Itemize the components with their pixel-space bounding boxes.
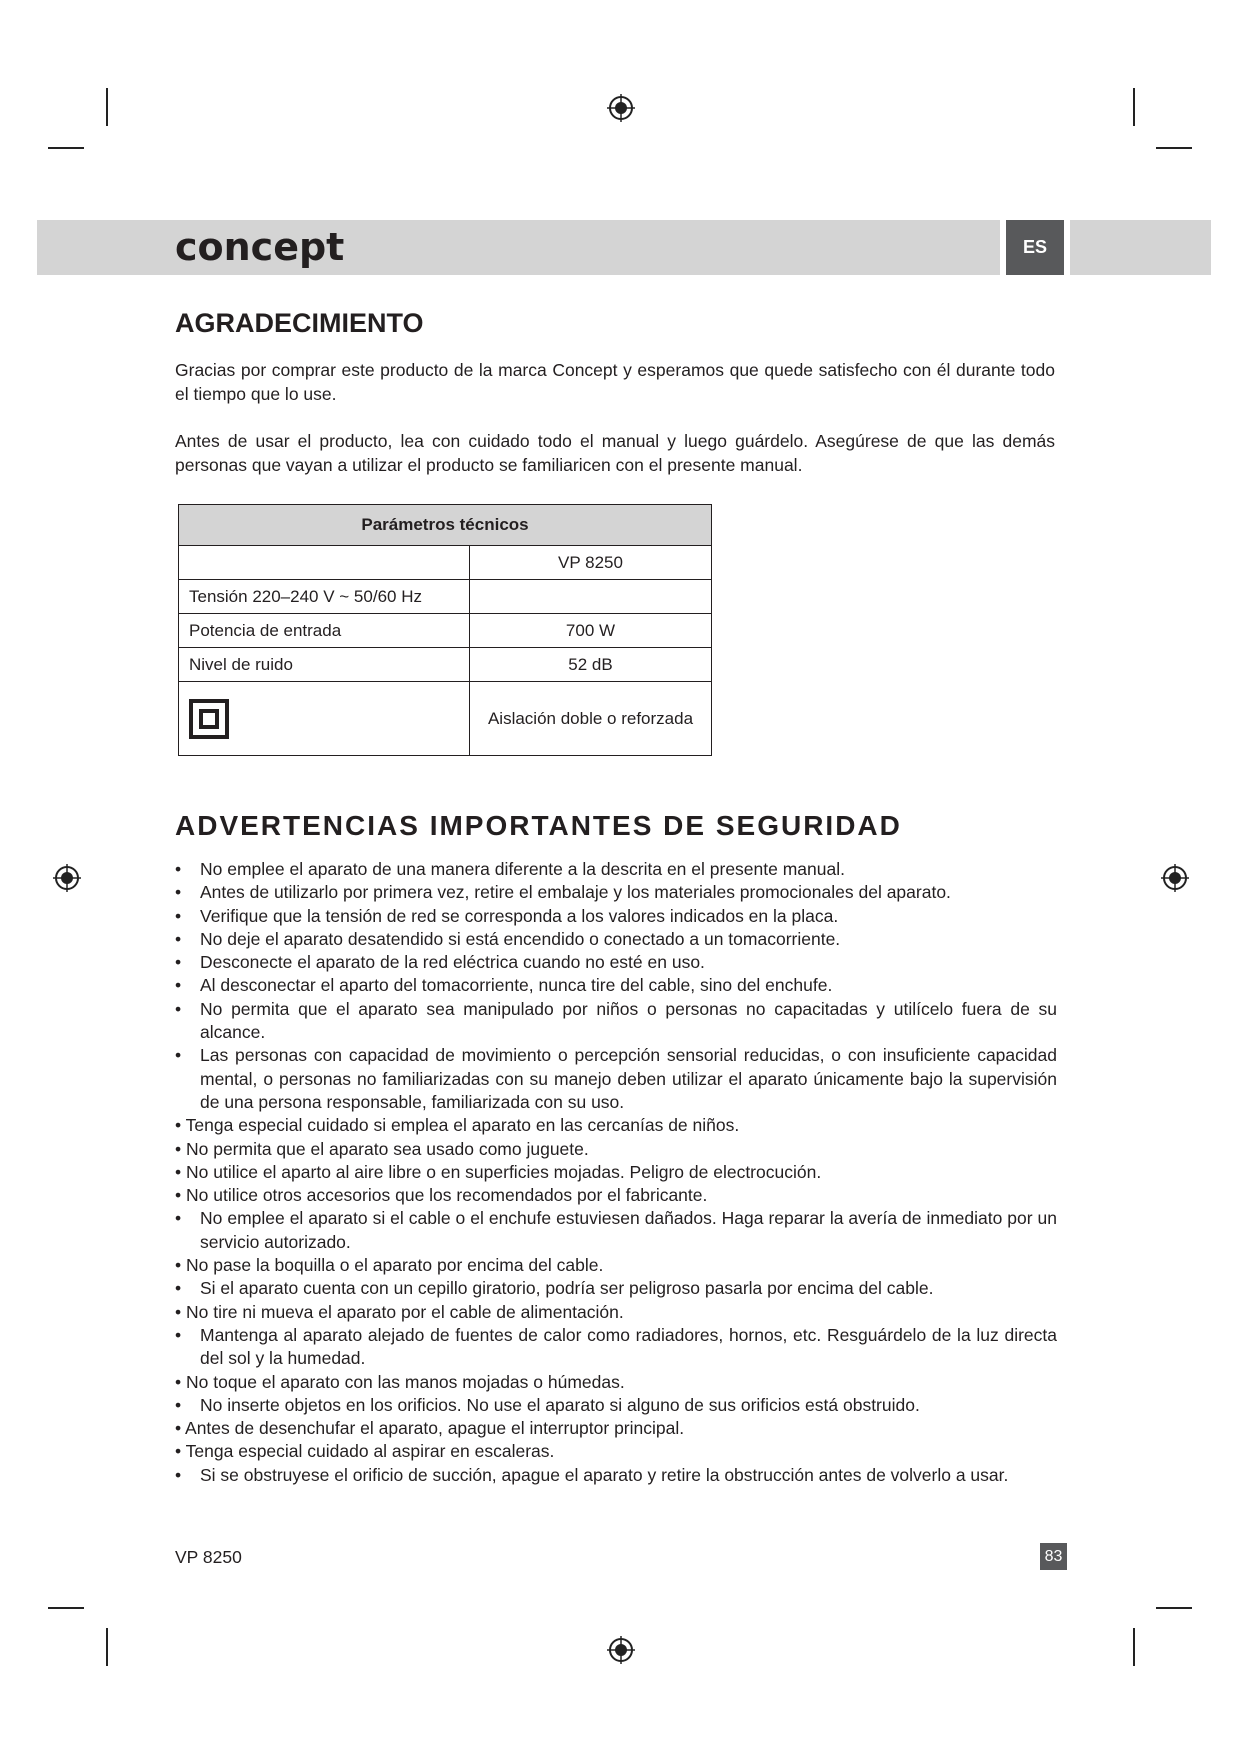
list-item: • No permita que el aparato sea manipulado por niños o personas no capacitadas y utilícelo fuera de su alcance. <box>175 998 1057 1045</box>
param-label: Nivel de ruido <box>179 648 470 682</box>
crop-mark <box>48 147 84 149</box>
param-value <box>470 580 712 614</box>
list-item: • No tire ni mueva el aparato por el cable de alimentación. <box>175 1301 624 1322</box>
list-item: • Si se obstruyese el orificio de succión, apague el aparato y retire la obstrucción antes de volverlo a usar. <box>175 1464 1057 1487</box>
list-item: • Antes de utilizarlo por primera vez, retire el embalaje y los materiales promocionales del aparato. <box>175 881 1057 904</box>
model-cell: VP 8250 <box>470 546 712 580</box>
list-item: • Las personas con capacidad de movimiento o percepción sensorial reducidas, o con insuficiente capacidad mental, o personas no familiarizadas con su manejo deben utilizar el aparato únicamente bajo la supervisión de una persona responsable, familiarizada con su uso. <box>175 1044 1057 1114</box>
list-item: • No deje el aparato desatendido si está encendido o conectado a un tomacorriente. <box>175 928 1057 951</box>
crop-mark <box>1156 147 1192 149</box>
crop-mark <box>48 1607 84 1609</box>
table-title: Parámetros técnicos <box>179 505 712 546</box>
list-item: • No permita que el aparato sea usado como juguete. <box>175 1138 589 1159</box>
list-item: • Verifique que la tensión de red se corresponda a los valores indicados en la placa. <box>175 905 1057 928</box>
crop-mark <box>1133 1628 1135 1666</box>
param-label: Potencia de entrada <box>179 614 470 648</box>
language-badge: ES <box>1006 220 1064 275</box>
section-title-thanks: AGRADECIMIENTO <box>175 308 424 338</box>
list-item: • Antes de desenchufar el aparato, apague el interruptor principal. <box>175 1418 685 1439</box>
crop-mark <box>1133 88 1135 126</box>
section-title-warnings: ADVERTENCIAS IMPORTANTES DE SEGURIDAD <box>175 810 902 841</box>
crop-mark <box>106 1628 108 1666</box>
list-item: • Tenga especial cuidado al aspirar en escaleras. <box>175 1441 555 1462</box>
list-item: • No toque el aparato con las manos mojadas o húmedas. <box>175 1371 625 1392</box>
double-insulation-icon <box>189 699 229 739</box>
list-item: • No utilice el aparto al aire libre o en superficies mojadas. Peligro de electrocución. <box>175 1161 822 1182</box>
registration-mark-icon <box>51 862 83 894</box>
list-item: • Tenga especial cuidado si emplea el aparato en las cercanías de niños. <box>175 1115 740 1136</box>
table-row <box>179 648 712 682</box>
crop-mark <box>1156 1607 1192 1609</box>
crop-mark <box>106 88 108 126</box>
brand-logo: concept <box>175 225 345 269</box>
list-item: • Desconecte el aparato de la red eléctrica cuando no esté en uso. <box>175 951 1057 974</box>
registration-mark-icon <box>605 92 637 124</box>
list-item: • No pase la boquilla o el aparato por encima del cable. <box>175 1255 604 1276</box>
list-item: • Si el aparato cuenta con un cepillo giratorio, podría ser peligroso pasarla por encima del cable. <box>175 1277 1057 1300</box>
list-item: • No inserte objetos en los orificios. No use el aparato si alguno de sus orificios está obstruido. <box>175 1394 1057 1417</box>
param-value: 700 W <box>470 614 712 648</box>
list-item: • Mantenga al aparato alejado de fuentes de calor como radiadores, hornos, etc. Resguárdelo de la luz directa del sol y la humedad. <box>175 1324 1057 1371</box>
table-cell <box>179 682 470 756</box>
table-row <box>179 614 712 648</box>
table-row <box>179 546 712 580</box>
header-divider <box>1064 220 1070 275</box>
technical-params-table <box>178 504 712 756</box>
list-item: • No emplee el aparato de una manera diferente a la descrita en el presente manual. <box>175 858 1057 881</box>
insulation-text: Aislación doble o reforzada <box>470 682 712 756</box>
list-item: • No emplee el aparato si el cable o el enchufe estuviesen dañados. Haga reparar la avería de inmediato por un servicio autorizado. <box>175 1207 1057 1254</box>
table-row <box>179 580 712 614</box>
list-item: • No utilice otros accesorios que los recomendados por el fabricante. <box>175 1185 708 1206</box>
table-cell <box>179 546 470 580</box>
page-number: 83 <box>1040 1543 1067 1570</box>
thanks-paragraph: Antes de usar el producto, lea con cuidado todo el manual y luego guárdelo. Asegúrese de que las demás personas que vayan a utilizar el producto se familiaricen con el presente manual. <box>175 431 1055 475</box>
registration-mark-icon <box>605 1634 637 1666</box>
table-row <box>179 682 712 756</box>
warnings-list <box>175 858 1057 1487</box>
param-label: Tensión 220–240 V ~ 50/60 Hz <box>179 580 470 614</box>
thanks-paragraph: Gracias por comprar este producto de la marca Concept y esperamos que quede satisfecho con él durante todo el tiempo que lo use. <box>175 360 1055 404</box>
footer-model: VP 8250 <box>175 1547 242 1567</box>
list-item: • Al desconectar el aparto del tomacorriente, nunca tire del cable, sino del enchufe. <box>175 974 1057 997</box>
registration-mark-icon <box>1159 862 1191 894</box>
param-value: 52 dB <box>470 648 712 682</box>
